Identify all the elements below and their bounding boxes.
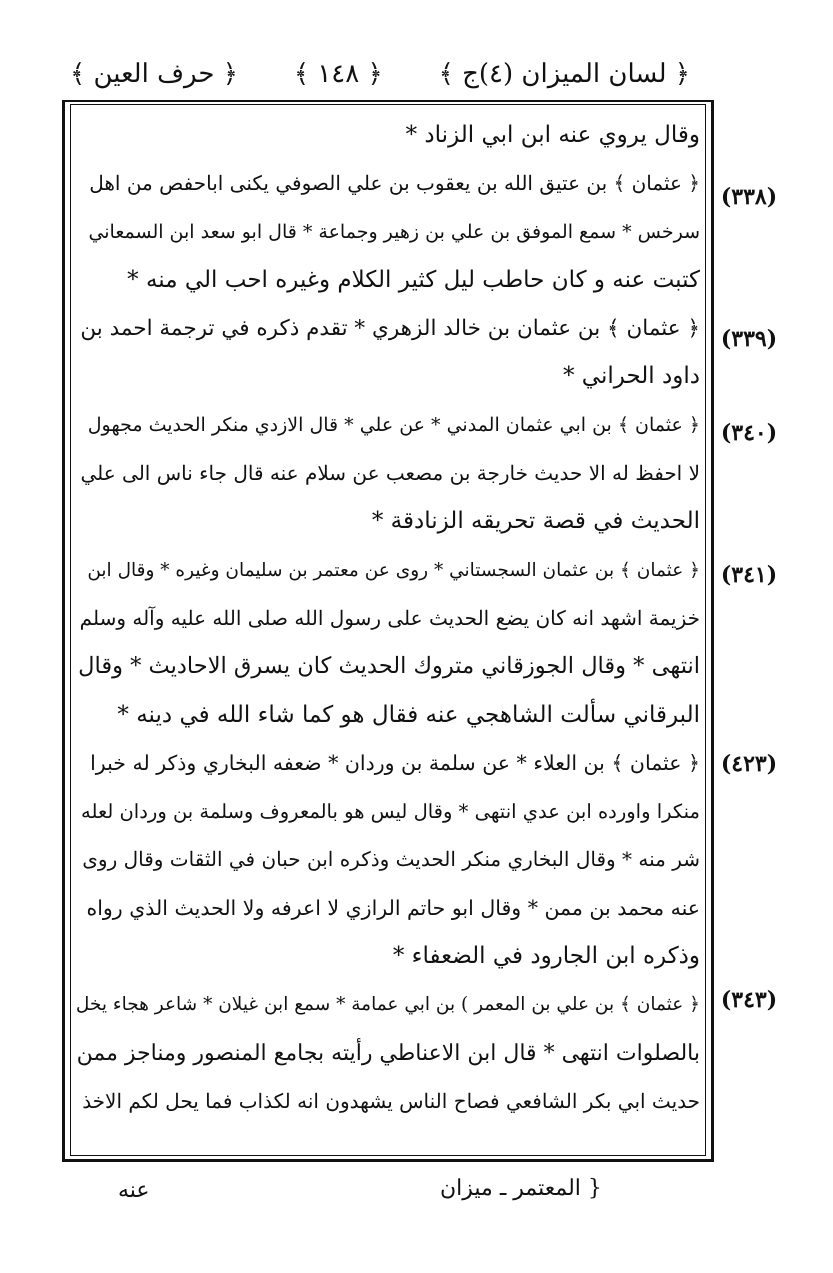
- entry-number: (٣٤١): [720, 562, 778, 588]
- text-line: ﴿ عثمان ﴾ بن عثمان بن خالد الزهري * تقدم ذكره في ترجمة احمد بن: [80, 316, 700, 342]
- entry-number: (٣٤٣): [720, 987, 778, 1013]
- text-line: خزيمة اشهد انه كان يضع الحديث على رسول الله صلى الله عليه وآله وسلم: [79, 605, 700, 630]
- entry-number: (٣٣٩): [720, 326, 778, 352]
- page-number: ﴿ ١٤٨ ﴾: [293, 59, 383, 89]
- footnote: { المعتمر ـ ميزان: [440, 1176, 602, 1201]
- text-line: وذكره ابن الجارود في الضعفاء *: [392, 943, 700, 970]
- text-line: البرقاني سألت الشاهجي عنه فقال هو كما شاء الله في دينه *: [117, 701, 700, 728]
- text-line: بالصلوات انتهى * قال ابن الاعناطي رأيته بجامع المنصور ومناجز ممن: [76, 1040, 700, 1066]
- text-line: انتهى * وقال الجوزقاني متروك الحديث كان يسرق الاحاديث * وقال: [78, 653, 700, 680]
- text-line: كتبت عنه و كان حاطب ليل كثير الكلام وغيره احب الي منه *: [127, 266, 700, 293]
- text-line: داود الحراني *: [562, 363, 700, 390]
- text-line: ﴿ عثمان ﴾ بن ابي عثمان المدني * عن علي * قال الازدي منكر الحديث مجهول: [87, 413, 700, 436]
- text-line: ﴿ عثمان ﴾ بن علي بن المعمر ) بن ابي عمامة * سمع ابن غيلان * شاعر هجاء يخل: [76, 994, 700, 1016]
- entry-number: (٣٤٠): [720, 420, 778, 446]
- text-line: الحديث في قصة تحريقه الزنادقة *: [371, 508, 700, 535]
- catchword: عنه: [118, 1178, 150, 1203]
- chapter-title: ﴿ حرف العين ﴾: [70, 59, 238, 89]
- text-line: سرخس * سمع الموفق بن علي بن زهير وجماعة * قال ابو سعد ابن السمعاني: [88, 220, 700, 243]
- entry-number: (٣٣٨): [720, 184, 778, 210]
- text-line: منكرا واورده ابن عدي انتهى * وقال ليس هو بالمعروف وسلمة بن وردان لعله: [81, 800, 700, 824]
- text-line: ﴿ عثمان ﴾ بن العلاء * عن سلمة بن وردان * ضعفه البخاري وذكر له خبرا: [90, 750, 700, 775]
- book-title: ﴿ لسان الميزان (٤)ج ﴾: [438, 59, 690, 89]
- text-line: وقال يروي عنه ابن ابي الزناد *: [405, 122, 700, 148]
- text-line: عنه محمد بن ممن * وقال ابو حاتم الرازي لا اعرفه ولا الحديث الذي رواه: [86, 895, 700, 920]
- text-line: حديث ابي بكر الشافعي فصاح الناس يشهدون انه لكذاب فما يحل لكم الاخذ: [82, 1088, 700, 1113]
- text-line: ﴿ عثمان ﴾ بن عثمان السجستاني * روى عن معتمر بن سليمان وغيره * وقال ابن: [87, 559, 700, 581]
- body-text: [76, 112, 700, 1148]
- text-line: ﴿ عثمان ﴾ بن عتيق الله بن يعقوب بن علي الصوفي يكنى اباحفص من اهل: [89, 171, 700, 196]
- running-header: [70, 52, 690, 96]
- text-line: لا احفظ له الا حديث خارجة بن مصعب عن سلام عنه قال جاء ناس الى علي: [80, 461, 700, 486]
- entry-number: (٤٢٣): [720, 751, 778, 777]
- text-line: شر منه * وقال البخاري منكر الحديث وذكره ابن حبان في الثقات وقال روى: [82, 847, 700, 872]
